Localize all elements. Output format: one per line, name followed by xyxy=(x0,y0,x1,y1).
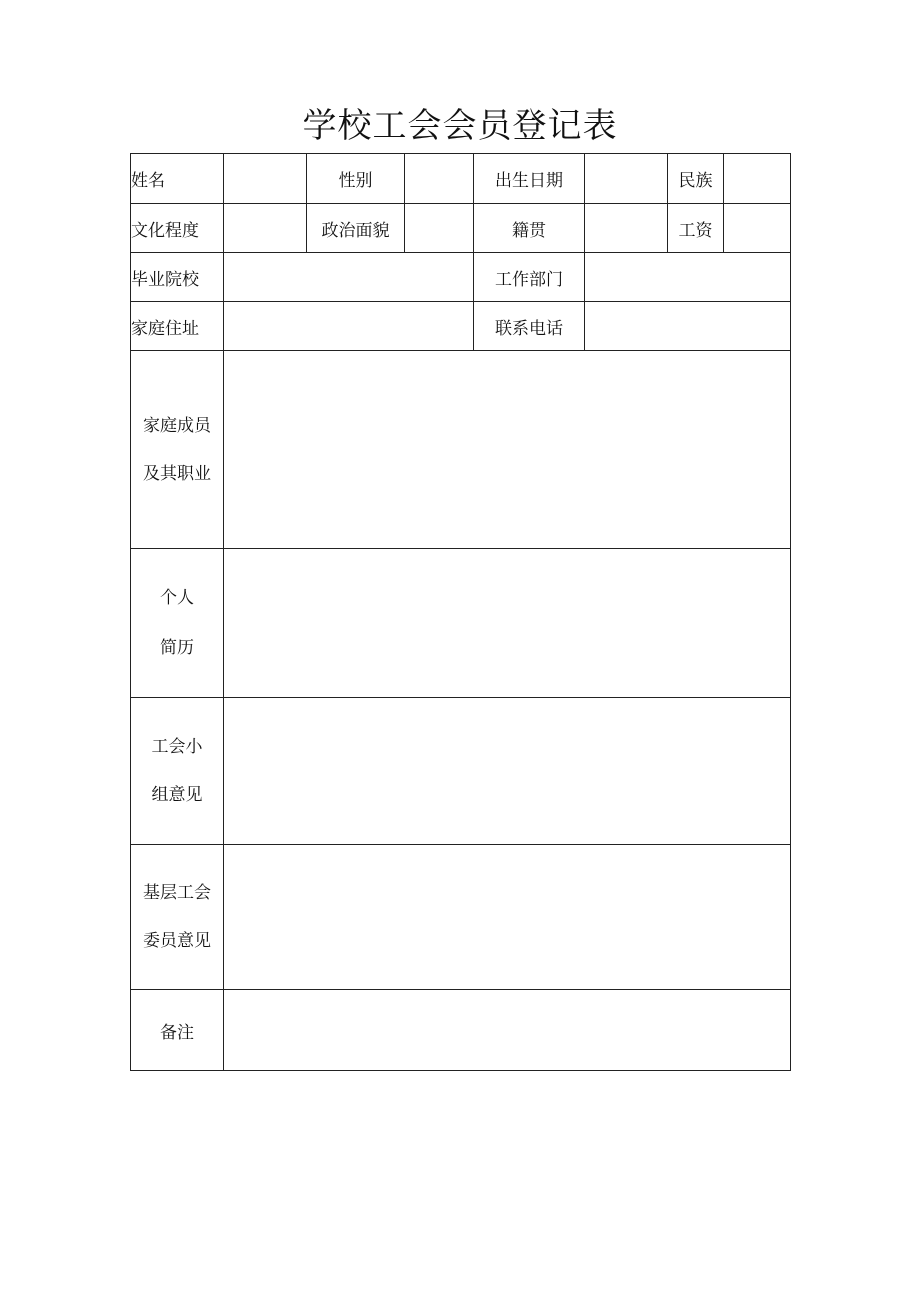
phone-label: 联系电话 xyxy=(474,302,585,351)
family-members-label xyxy=(131,351,224,549)
gender-label: 性别 xyxy=(307,154,405,204)
school-label: 毕业院校 xyxy=(131,253,224,302)
form-row-school xyxy=(131,253,791,302)
form-row-committee-opinion xyxy=(131,845,791,990)
school-field[interactable] xyxy=(224,253,474,302)
resume-label xyxy=(131,549,224,698)
birthdate-field[interactable] xyxy=(585,154,668,204)
address-label: 家庭住址 xyxy=(131,302,224,351)
committee-opinion-label-line2: 委员意见 xyxy=(143,931,211,951)
committee-opinion-label xyxy=(131,845,224,990)
phone-field[interactable] xyxy=(585,302,791,351)
department-label: 工作部门 xyxy=(474,253,585,302)
group-opinion-label xyxy=(131,698,224,845)
form-title: 学校工会会员登记表 xyxy=(302,106,618,146)
ethnicity-field[interactable] xyxy=(724,154,791,204)
native-place-label: 籍贯 xyxy=(474,204,585,253)
committee-opinion-label-line1: 基层工会 xyxy=(143,883,211,903)
form-row-resume xyxy=(131,549,791,698)
form-row-education xyxy=(131,204,791,253)
department-field[interactable] xyxy=(585,253,791,302)
group-opinion-label-line1: 工会小 xyxy=(151,737,203,757)
resume-label-line2: 简历 xyxy=(160,638,194,658)
form-row-basic-info xyxy=(131,154,791,204)
education-label: 文化程度 xyxy=(131,204,224,253)
birthdate-label: 出生日期 xyxy=(474,154,585,204)
name-field[interactable] xyxy=(224,154,307,204)
form-row-remarks xyxy=(131,990,791,1071)
gender-field[interactable] xyxy=(405,154,474,204)
remarks-field[interactable] xyxy=(224,990,791,1071)
ethnicity-label: 民族 xyxy=(668,154,724,204)
salary-field[interactable] xyxy=(724,204,791,253)
registration-form-table xyxy=(130,153,791,1071)
name-label: 姓名 xyxy=(131,154,224,204)
resume-field[interactable] xyxy=(224,549,791,698)
family-members-label-line1: 家庭成员 xyxy=(143,415,211,436)
group-opinion-label-line2: 组意见 xyxy=(151,785,203,805)
resume-label-line1: 个人 xyxy=(160,588,194,608)
political-status-label: 政治面貌 xyxy=(307,204,405,253)
form-row-address xyxy=(131,302,791,351)
family-members-label-line2: 及其职业 xyxy=(143,463,211,484)
salary-label: 工资 xyxy=(668,204,724,253)
committee-opinion-field[interactable] xyxy=(224,845,791,990)
native-place-field[interactable] xyxy=(585,204,668,253)
family-members-field[interactable] xyxy=(224,351,791,549)
education-field[interactable] xyxy=(224,204,307,253)
form-row-family xyxy=(131,351,791,549)
group-opinion-field[interactable] xyxy=(224,698,791,845)
political-status-field[interactable] xyxy=(405,204,474,253)
form-row-group-opinion xyxy=(131,698,791,845)
remarks-label: 备注 xyxy=(131,990,224,1071)
address-field[interactable] xyxy=(224,302,474,351)
